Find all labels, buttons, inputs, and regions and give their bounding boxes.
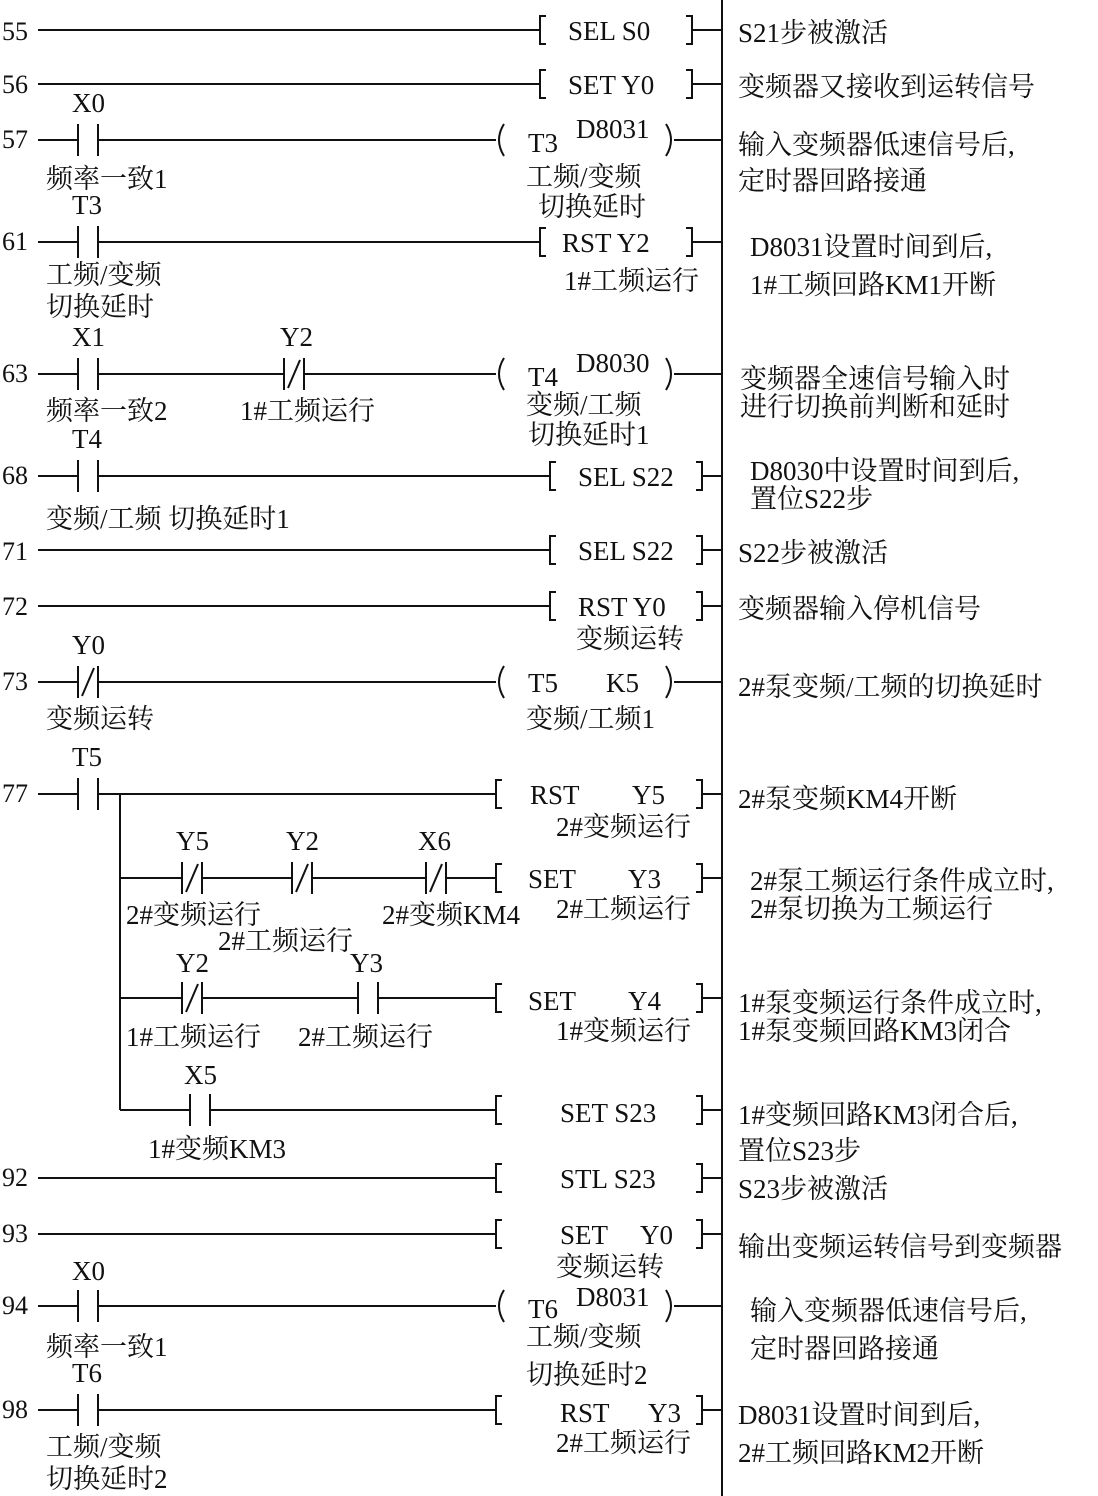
rung-71 bbox=[2, 536, 888, 568]
contact-label: 1#工频运行 bbox=[240, 396, 375, 426]
coil-label: 切换延时2 bbox=[526, 1360, 648, 1390]
nc-contact bbox=[426, 862, 446, 894]
rung-68 bbox=[2, 424, 1019, 534]
contact-label: 2#变频运行 bbox=[126, 900, 261, 930]
rung-comment: D8031设置时间到后, bbox=[750, 232, 993, 262]
rung-comment: S22步被激活 bbox=[738, 538, 889, 568]
no-contact bbox=[78, 778, 98, 810]
rung-comment: 1#变频回路KM3闭合后, bbox=[738, 1100, 1018, 1130]
rung-comment: 变频器又接收到运转信号 bbox=[738, 72, 1035, 102]
rung-comment: 进行切换前判断和延时 bbox=[740, 392, 1010, 422]
no-contact bbox=[358, 982, 378, 1014]
step-number: 55 bbox=[2, 17, 28, 46]
coil-open bbox=[499, 1290, 504, 1322]
coil-label: 切换延时1 bbox=[528, 420, 650, 450]
coil-label: 变频/工频1 bbox=[526, 704, 656, 734]
no-contact bbox=[78, 460, 98, 492]
nc-contact bbox=[284, 358, 304, 390]
rung-94 bbox=[2, 1256, 1027, 1390]
contact-address: X0 bbox=[72, 1256, 105, 1286]
rung-72 bbox=[2, 592, 981, 654]
rung-comment: 定时器回路接通 bbox=[738, 166, 927, 196]
no-contact bbox=[78, 226, 98, 258]
instruction-box: SEL S22 bbox=[578, 462, 674, 492]
instruction-box: RST Y2 bbox=[562, 228, 650, 258]
contact-address: T5 bbox=[72, 742, 102, 772]
no-contact bbox=[190, 1094, 210, 1126]
rung-73 bbox=[2, 630, 1043, 734]
coil-label: 变频/工频 bbox=[526, 390, 642, 420]
coil-open bbox=[499, 124, 504, 156]
coil-close bbox=[666, 124, 671, 156]
coil-address: T3 bbox=[528, 128, 558, 158]
branch-2 bbox=[120, 948, 1042, 1052]
step-number: 94 bbox=[2, 1291, 28, 1320]
coil-close bbox=[666, 358, 671, 390]
coil-parameter: D8030 bbox=[576, 348, 650, 378]
rung-comment: D8031设置时间到后, bbox=[738, 1400, 981, 1430]
step-number: 92 bbox=[2, 1163, 28, 1192]
instruction-label: 1#工频运行 bbox=[564, 266, 699, 296]
rung-comment: 置位S22步 bbox=[750, 484, 874, 514]
rung-55 bbox=[2, 16, 888, 48]
contact-address: Y2 bbox=[176, 948, 209, 978]
instruction-operand: Y5 bbox=[632, 780, 665, 810]
contact-address: X6 bbox=[418, 826, 451, 856]
instruction-op: SET bbox=[528, 986, 577, 1016]
rung-63 bbox=[2, 322, 1010, 450]
contact-address: T6 bbox=[72, 1358, 102, 1388]
no-contact bbox=[78, 1394, 98, 1426]
contact-label: 变频运转 bbox=[46, 704, 154, 734]
coil-parameter: D8031 bbox=[576, 1282, 650, 1312]
instruction-label: 2#变频运行 bbox=[556, 812, 691, 842]
contact-label: 切换延时 bbox=[46, 292, 154, 322]
branch-1 bbox=[120, 826, 1054, 956]
rung-comment: 输出变频运转信号到变频器 bbox=[738, 1232, 1062, 1262]
contact-address: X0 bbox=[72, 88, 105, 118]
contact-label: 2#工频运行 bbox=[298, 1022, 433, 1052]
rung-56 bbox=[2, 70, 1035, 102]
instruction-box: SET Y0 bbox=[568, 70, 655, 100]
rung-comment: 1#泵变频运行条件成立时, bbox=[738, 988, 1042, 1018]
coil-address: T6 bbox=[528, 1294, 558, 1324]
contact-label: 工频/变频 bbox=[46, 1432, 162, 1462]
rung-comment: 1#泵变频回路KM3闭合 bbox=[738, 1016, 1012, 1046]
contact-label: 1#变频KM3 bbox=[148, 1134, 287, 1164]
rung-comment: 1#工频回路KM1开断 bbox=[750, 270, 997, 300]
rung-comment: 定时器回路接通 bbox=[750, 1334, 939, 1364]
rung-57 bbox=[2, 88, 1015, 222]
step-number: 63 bbox=[2, 359, 28, 388]
rung-comment: 输入变频器低速信号后, bbox=[750, 1296, 1027, 1326]
contact-address: Y3 bbox=[350, 948, 383, 978]
instruction-label: 变频运转 bbox=[556, 1252, 664, 1282]
rung-93 bbox=[2, 1219, 1062, 1282]
contact-label: 频率一致1 bbox=[46, 1332, 168, 1362]
step-number: 71 bbox=[2, 537, 28, 566]
step-number: 57 bbox=[2, 125, 28, 154]
rung-comment: 2#泵工频运行条件成立时, bbox=[750, 866, 1054, 896]
instruction-box: SEL S0 bbox=[568, 16, 651, 46]
rung-comment: 2#泵变频KM4开断 bbox=[738, 784, 958, 814]
coil-label: 工频/变频 bbox=[526, 1322, 642, 1352]
contact-label: 频率一致2 bbox=[46, 396, 168, 426]
rung-61 bbox=[2, 190, 996, 322]
contact-label: 频率一致1 bbox=[46, 164, 168, 194]
contact-address: X1 bbox=[72, 322, 105, 352]
step-number: 73 bbox=[2, 667, 28, 696]
rung-comment: 2#泵切换为工频运行 bbox=[750, 894, 993, 924]
rung-comment: S23步被激活 bbox=[738, 1174, 889, 1204]
nc-contact bbox=[292, 862, 312, 894]
instruction-op: SET bbox=[560, 1220, 609, 1250]
rung-92 bbox=[2, 1163, 888, 1204]
rung-98 bbox=[2, 1358, 984, 1494]
rung-comment: S21步被激活 bbox=[738, 18, 889, 48]
contact-label: 1#工频运行 bbox=[126, 1022, 261, 1052]
contact-address: Y2 bbox=[280, 322, 313, 352]
contact-address: Y2 bbox=[286, 826, 319, 856]
contact-label: 切换延时2 bbox=[46, 1464, 168, 1494]
nc-contact bbox=[182, 982, 202, 1014]
instruction-operand: Y0 bbox=[640, 1220, 673, 1250]
instruction-box: SET S23 bbox=[560, 1098, 657, 1128]
contact-address: Y5 bbox=[176, 826, 209, 856]
coil-label: 切换延时 bbox=[538, 192, 646, 222]
rung-comment: 输入变频器低速信号后, bbox=[738, 130, 1015, 160]
coil-parameter: D8031 bbox=[576, 114, 650, 144]
instruction-label: 1#变频运行 bbox=[556, 1016, 691, 1046]
instruction-box: SEL S22 bbox=[578, 536, 674, 566]
nc-contact bbox=[182, 862, 202, 894]
contact-label: 2#工频运行 bbox=[218, 926, 353, 956]
nc-contact bbox=[78, 666, 98, 698]
step-number: 68 bbox=[2, 461, 28, 490]
rung-comment: 变频器全速信号输入时 bbox=[740, 364, 1010, 394]
no-contact bbox=[78, 1290, 98, 1322]
instruction-label: 2#工频运行 bbox=[556, 1428, 691, 1458]
contact-label: 变频/工频 切换延时1 bbox=[46, 504, 290, 534]
coil-close bbox=[666, 1290, 671, 1322]
no-contact bbox=[78, 124, 98, 156]
step-number: 98 bbox=[2, 1395, 28, 1424]
coil-open bbox=[499, 358, 504, 390]
instruction-op: SET bbox=[528, 864, 577, 894]
coil-parameter: K5 bbox=[606, 668, 639, 698]
step-number: 77 bbox=[2, 779, 28, 808]
contact-label: 工频/变频 bbox=[46, 260, 162, 290]
instruction-box: RST Y0 bbox=[578, 592, 666, 622]
step-number: 56 bbox=[2, 70, 28, 99]
rung-comment: D8030中设置时间到后, bbox=[750, 456, 1020, 486]
branch-3 bbox=[120, 1060, 1018, 1166]
rung-comment: 变频器输入停机信号 bbox=[738, 594, 981, 624]
step-number: 93 bbox=[2, 1219, 28, 1248]
instruction-operand: Y4 bbox=[628, 986, 661, 1016]
coil-open bbox=[499, 666, 504, 698]
contact-label: 2#变频KM4 bbox=[382, 900, 521, 930]
instruction-label: 2#工频运行 bbox=[556, 894, 691, 924]
instruction-op: RST bbox=[560, 1398, 610, 1428]
instruction-op: RST bbox=[530, 780, 580, 810]
coil-address: T5 bbox=[528, 668, 558, 698]
step-number: 72 bbox=[2, 592, 28, 621]
instruction-operand: Y3 bbox=[648, 1398, 681, 1428]
no-contact bbox=[78, 358, 98, 390]
contact-address: T3 bbox=[72, 190, 102, 220]
contact-address: X5 bbox=[184, 1060, 217, 1090]
rung-comment: 2#工频回路KM2开断 bbox=[738, 1438, 985, 1468]
instruction-box: STL S23 bbox=[560, 1164, 656, 1194]
instruction-operand: Y3 bbox=[628, 864, 661, 894]
coil-label: 工频/变频 bbox=[526, 162, 642, 192]
rung-comment: 置位S23步 bbox=[738, 1136, 862, 1166]
instruction-label: 变频运转 bbox=[576, 624, 684, 654]
coil-address: T4 bbox=[528, 362, 558, 392]
rung-comment: 2#泵变频/工频的切换延时 bbox=[738, 672, 1043, 702]
coil-close bbox=[666, 666, 671, 698]
contact-address: Y0 bbox=[72, 630, 105, 660]
contact-address: T4 bbox=[72, 424, 102, 454]
step-number: 61 bbox=[2, 227, 28, 256]
